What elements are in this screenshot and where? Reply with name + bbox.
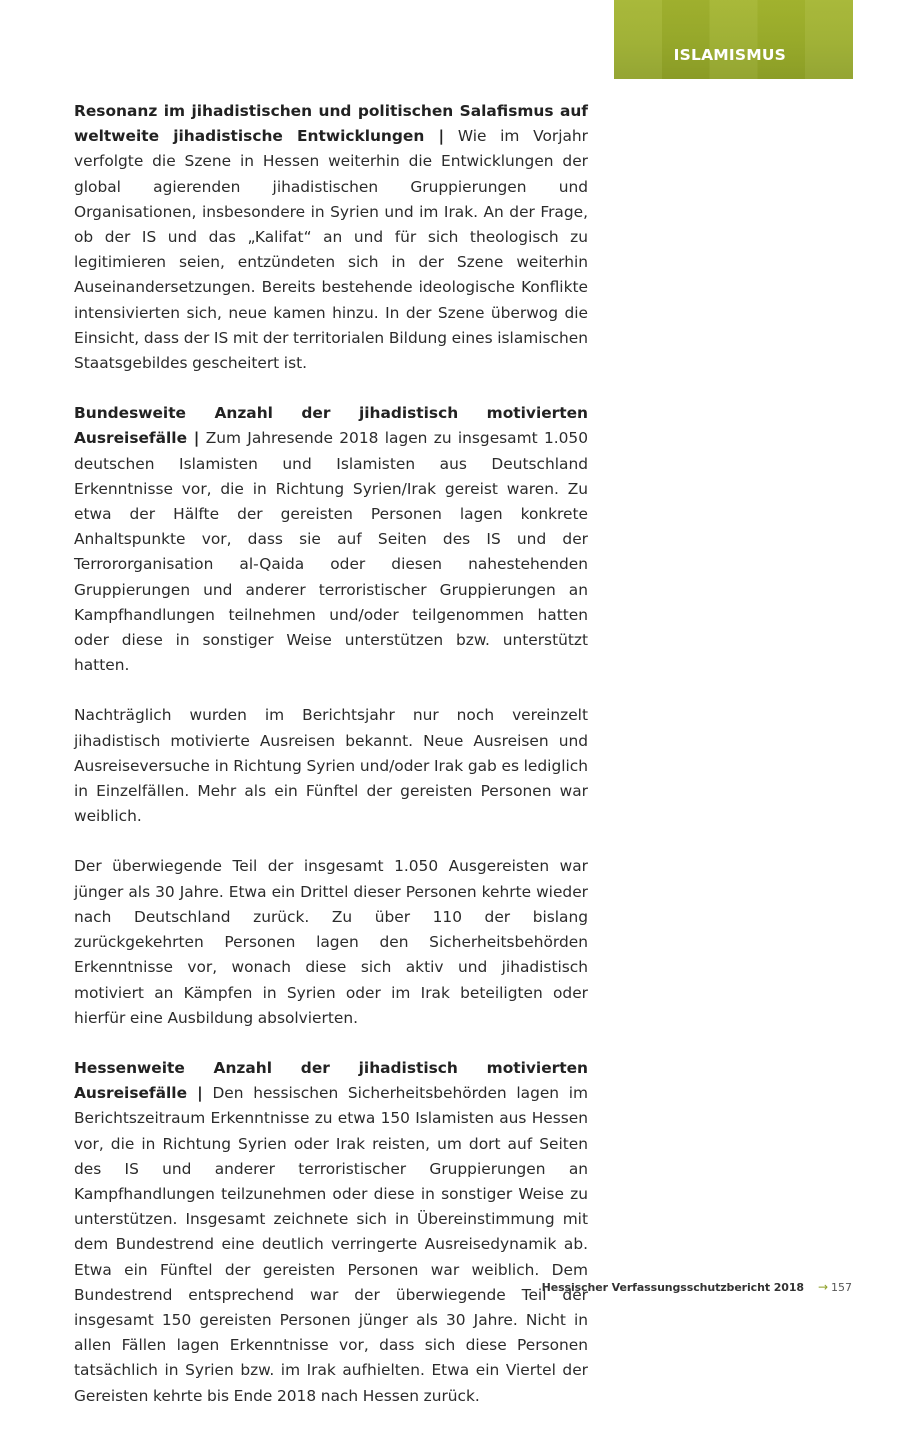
paragraph-body: Den hessischen Sicherheitsbehörden lagen im Berichtszeitraum Erkenntnisse zu etwa 150 Islamisten aus Hessen vor, die in Richtung Syrien oder Irak reisten, um dort auf Seiten des IS und anderer terroristischer Gruppierungen an Kampfhandlungen teilzunehmen oder diese in sonstiger Weise zu unterstützen. Insgesamt zeichnete sich in Übereinstimmung mit dem Bundestrend eine deutlich verringerte Ausreisedynamik ab. Etwa ein Fünftel der gereisten Personen war weiblich. Dem Bundestrend entsprechend war der überwiegende Teil der insgesamt 150 gereisten Personen jünger als 30 Jahre. Nicht in allen Fällen lagen Erkenntnisse vor, dass sich diese Personen tatsächlich in Syrien bzw. im Irak aufhielten. Etwa ein Viertel der Gereisten kehrte bis Ende 2018 nach Hessen zurück. bbox=[74, 1084, 589, 1405]
page-number: 157 bbox=[831, 1281, 852, 1294]
paragraph-heading: Bundesweite Anzahl der jihadistisch motivierten Ausreisefälle | bbox=[74, 404, 588, 448]
paragraph-body: Zum Jahresende 2018 lagen zu insgesamt 1.050 deutschen Islamisten und Islamisten aus Deutschland Erkenntnisse vor, die in Richtung Syrien/Irak gereist waren. Zu etwa der Hälfte der gereisten Personen lagen konkrete Anhaltspunkte vor, dass sie auf Seiten des IS und der Terrororganisation al-Qaida oder diesen nahestehenden Gruppierungen und anderer terroristischer Gruppierungen an Kampfhandlungen teilnehmen und/oder teilgenommen hatten oder diese in sonstiger Weise unterstützen bzw. unterstützt hatten. bbox=[74, 429, 589, 675]
section-tab bbox=[614, 0, 853, 79]
paragraph bbox=[74, 854, 588, 1030]
main-text bbox=[74, 99, 588, 1434]
paragraph-body: Der überwiegende Teil der insgesamt 1.050 Ausgereisten war jünger als 30 Jahre. Etwa ein Drittel dieser Personen kehrte wieder nach Deutschland zurück. Zu über 110 der bislang zurückgekehrten Personen lagen den Sicherheitsbehörden Erkenntnisse vor, wonach diese sich aktiv und jihadistisch motiviert an Kämpfen in Syrien oder im Irak beteiligten oder hierfür eine Ausbildung absolvierten. bbox=[74, 857, 588, 1027]
paragraph bbox=[74, 703, 588, 829]
arrow-right-icon: → bbox=[817, 1280, 828, 1294]
paragraph-body: Nachträglich wurden im Berichtsjahr nur noch vereinzelt jihadistisch motivierte Ausreisen bekannt. Neue Ausreisen und Ausreiseversuche in Richtung Syrien und/oder Irak gab es lediglich in Einzelfällen. Mehr als ein Fünftel der gereisten Personen war weiblich. bbox=[74, 706, 588, 826]
page-footer bbox=[540, 1280, 852, 1294]
paragraph-body: Wie im Vorjahr verfolgte die Szene in Hessen weiterhin die Entwicklungen der global agierenden jihadistischen Gruppierungen und Organisationen, insbesondere in Syrien und im Irak. An der Frage, ob der IS und das „Kalifat“ an und für sich theologisch zu legitimieren seien, entzündeten sich in der Szene weiterhin Auseinandersetzungen. Bereits bestehende ideologische Konflikte intensivierten sich, neue kamen hinzu. In der Szene überwog die Einsicht, dass der IS mit der territorialen Bildung eines islamischen Staatsgebildes gescheitert ist. bbox=[74, 127, 588, 373]
paragraph-heading: Hessenweite Anzahl der jihadistisch motivierten Ausreisefälle | bbox=[74, 1058, 588, 1103]
paragraph bbox=[74, 401, 588, 678]
paragraph bbox=[74, 1056, 588, 1409]
section-label: ISLAMISMUS bbox=[673, 46, 786, 64]
paragraph-heading: Resonanz im jihadistischen und politischen Salafismus auf weltweite jihadistische Entwicklungen | bbox=[74, 102, 588, 146]
paragraph bbox=[74, 99, 588, 376]
publication-title: Hessischer Verfassungsschutzbericht 2018 bbox=[541, 1281, 804, 1294]
